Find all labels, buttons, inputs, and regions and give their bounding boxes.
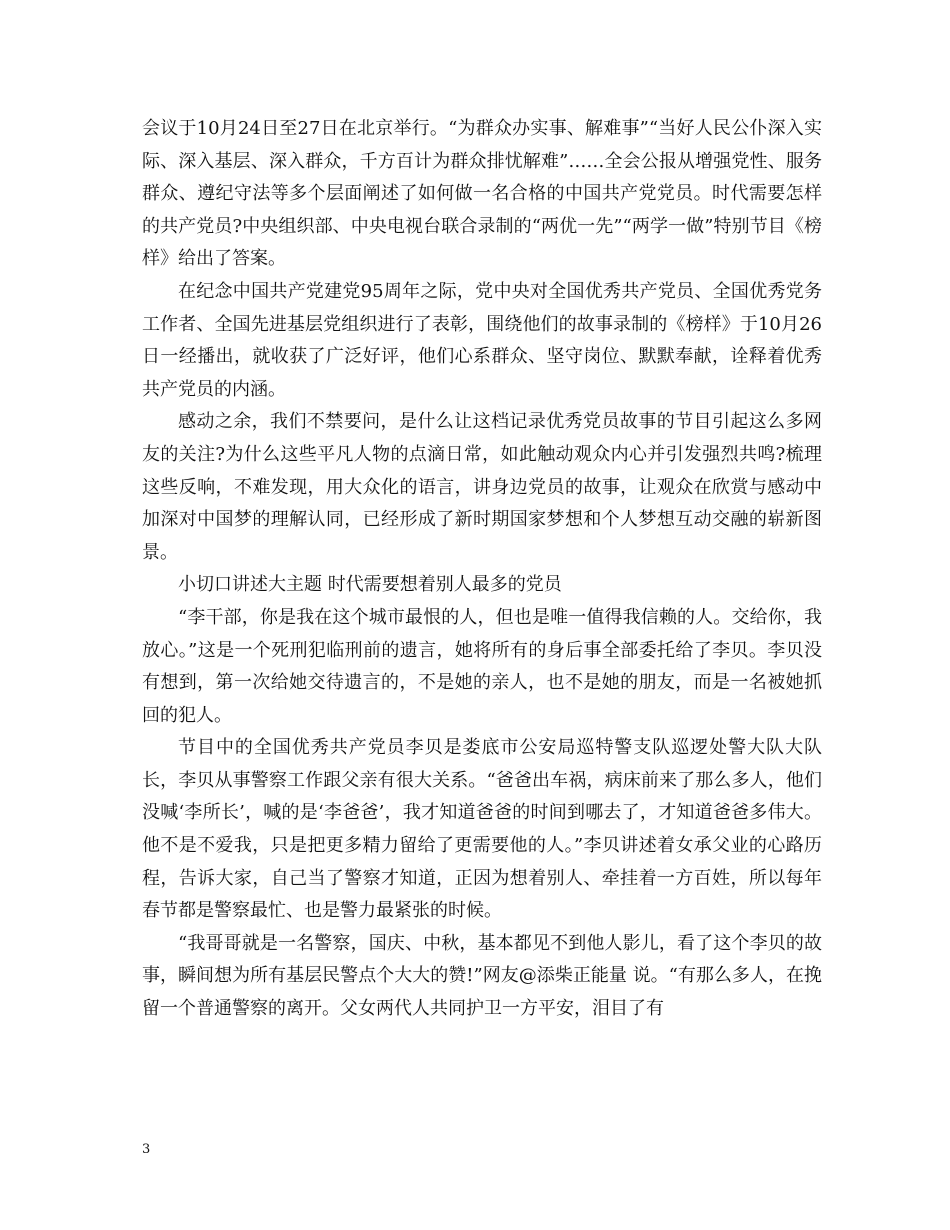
paragraph-5: 节目中的全国优秀共产党员李贝是娄底市公安局巡特警支队巡逻处警大队大队长，李贝从事警察工作跟父亲有很大关系。“爸爸出车祸，病床前来了那么多人，他们没喊‘李所长’，喊的是‘李爸爸’，我才知道爸爸的时间到哪去了，才知道爸爸多伟大。他不是不爱我，只是把更多精力留给了更需要他的人。”李贝讲述着女承父业的心路历程，告诉大家，自己当了警察才知道，正因为想着别人、牵挂着一方百姓，所以每年春节都是警察最忙、也是警力最紧张的时候。 [142, 737, 822, 922]
section-heading: 小切口讲述大主题 时代需要想着别人最多的党员 [178, 574, 562, 596]
paragraph-6: “我哥哥就是一名警察，国庆、中秋，基本都见不到他人影儿，看了这个李贝的故事，瞬间想为所有基层民警点个大大的赞!”网友@添柴正能量 说。“有那么多人，在挽留一个普通警察的离开。父女两代人共同护卫一方平安，泪目了有 [142, 932, 822, 1020]
paragraph-2: 在纪念中国共产党建党95周年之际，党中央对全国优秀共产党员、全国优秀党务工作者、全国先进基层党组织进行了表彰，围绕他们的故事录制的《榜样》于10月26 日一经播出，就收获了广泛好评，他们心系群众、坚守岗位、默默奉献，诠释着优秀共产党员的内涵。 [142, 280, 822, 400]
paragraph-4: “李干部，你是我在这个城市最恨的人，但也是唯一值得我信赖的人。交给你，我放心。”这是一个死刑犯临刑前的遗言，她将所有的身后事全部委托给了李贝。李贝没有想到，第一次给她交待遗言的，不是她的亲人，也不是她的朋友，而是一名被她抓回的犯人。 [142, 606, 822, 726]
paragraph-3: 感动之余，我们不禁要问，是什么让这档记录优秀党员故事的节目引起这么多网友的关注?为什么这些平凡人物的点滴日常，如此触动观众内心并引发强烈共鸣?梳理这些反响，不难发现，用大众化的语言，讲身边党员的故事，让观众在欣赏与感动中加深对中国梦的理解认同，已经形成了新时期国家梦想和个人梦想互动交融的崭新图景。 [142, 411, 822, 563]
body-text [142, 113, 822, 1026]
paragraph-1: 会议于10月24日至27日在北京举行。“为群众办实事、解难事”“当好人民公仆深入实际、深入基层、深入群众，千方百计为群众排忧解难”……全会公报从增强党性、服务群众、遵纪守法等多个层面阐述了如何做一名合格的中国共产党党员。时代需要怎样的共产党员?中央组织部、中央电视台联合录制的“两优一先”“两学一做”特别节目《榜样》给出了答案。 [142, 118, 822, 270]
page-number: 3 [142, 1142, 151, 1157]
